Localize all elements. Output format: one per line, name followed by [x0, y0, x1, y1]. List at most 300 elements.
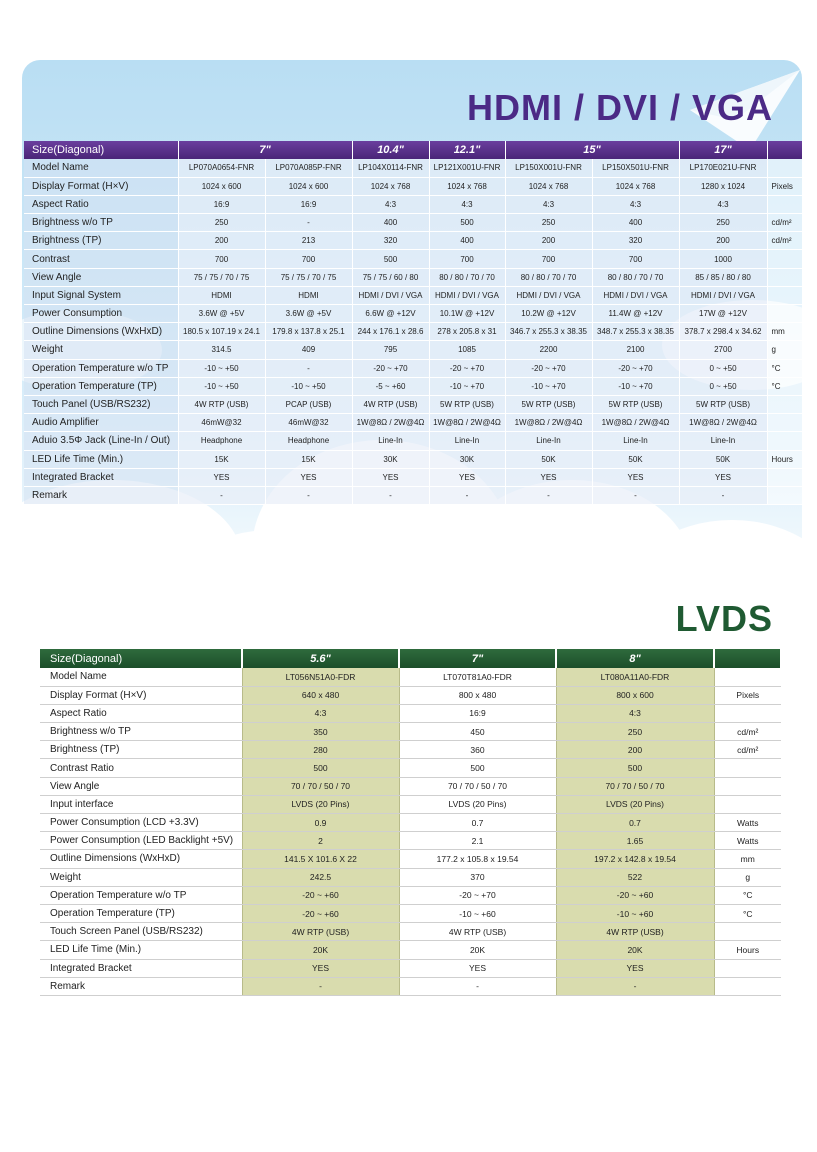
- spec-cell: 370: [399, 868, 556, 886]
- spec-cell: 1024 x 768: [592, 177, 679, 195]
- spec-cell: YES: [265, 468, 352, 486]
- spec-cell: YES: [505, 468, 592, 486]
- spec-cell: 10.2W @ +12V: [505, 305, 592, 323]
- spec-cell: -: [505, 486, 592, 504]
- table-row: [40, 686, 781, 704]
- unit-cell: g: [714, 868, 781, 886]
- spec-cell: -10 ~ +70: [429, 377, 505, 395]
- spec-cell: 5W RTP (USB): [429, 395, 505, 413]
- table-row: [24, 414, 802, 432]
- row-label: Touch Panel (USB/RS232): [24, 395, 178, 413]
- spec-cell: 4:3: [352, 195, 429, 213]
- spec-cell: LT070T81A0-FDR: [399, 668, 556, 686]
- unit-cell: g: [767, 341, 802, 359]
- spec-cell: LP104X0114-FNR: [352, 159, 429, 177]
- spec-cell: HDMI / DVI / VGA: [429, 286, 505, 304]
- row-label: Integrated Bracket: [40, 959, 242, 977]
- row-label: Remark: [24, 486, 178, 504]
- spec-cell: 70 / 70 / 50 / 70: [242, 777, 399, 795]
- spec-cell: YES: [352, 468, 429, 486]
- size-diagonal-header: Size(Diagonal): [24, 141, 178, 159]
- size-header: 7": [399, 649, 556, 668]
- row-label: Weight: [40, 868, 242, 886]
- spec-cell: 46mW@32: [178, 414, 265, 432]
- row-label: Contrast: [24, 250, 178, 268]
- row-label: Outline Dimensions (WxHxD): [40, 850, 242, 868]
- spec-cell: 200: [505, 232, 592, 250]
- unit-cell: cd/m²: [714, 741, 781, 759]
- size-header: 5.6": [242, 649, 399, 668]
- table-row: [40, 759, 781, 777]
- spec-cell: 500: [352, 250, 429, 268]
- spec-cell: Line-In: [505, 432, 592, 450]
- spec-cell: HDMI / DVI / VGA: [592, 286, 679, 304]
- spec-cell: 180.5 x 107.19 x 24.1: [178, 323, 265, 341]
- row-label: Power Consumption: [24, 305, 178, 323]
- row-label: Model Name: [40, 668, 242, 686]
- spec-cell: -10 ~ +50: [265, 377, 352, 395]
- row-label: Audio Amplifier: [24, 414, 178, 432]
- spec-cell: 197.2 x 142.8 x 19.54: [556, 850, 714, 868]
- unit-header: [767, 141, 802, 159]
- spec-cell: 177.2 x 105.8 x 19.54: [399, 850, 556, 868]
- spec-cell: 1W@8Ω / 2W@4Ω: [505, 414, 592, 432]
- row-label: Aspect Ratio: [40, 704, 242, 722]
- unit-cell: Watts: [714, 814, 781, 832]
- spec-cell: 70 / 70 / 50 / 70: [556, 777, 714, 795]
- row-label: Power Consumption (LCD +3.3V): [40, 814, 242, 832]
- unit-cell: cd/m²: [767, 214, 802, 232]
- spec-cell: 800 x 480: [399, 686, 556, 704]
- spec-cell: -20 ~ +70: [505, 359, 592, 377]
- spec-cell: LT056N51A0-FDR: [242, 668, 399, 686]
- size-diagonal-header: Size(Diagonal): [40, 649, 242, 668]
- unit-cell: [767, 486, 802, 504]
- spec-cell: 250: [556, 723, 714, 741]
- spec-cell: 1024 x 768: [352, 177, 429, 195]
- spec-cell: YES: [556, 959, 714, 977]
- spec-cell: 360: [399, 741, 556, 759]
- row-label: Brightness (TP): [24, 232, 178, 250]
- spec-cell: 378.7 x 298.4 x 34.62: [679, 323, 767, 341]
- spec-cell: 1085: [429, 341, 505, 359]
- spec-cell: 4W RTP (USB): [399, 923, 556, 941]
- spec-cell: 4:3: [505, 195, 592, 213]
- spec-cell: -: [242, 977, 399, 995]
- spec-cell: 242.5: [242, 868, 399, 886]
- table-row: [40, 777, 781, 795]
- unit-header: [714, 649, 781, 668]
- lvds-spec-table: [40, 649, 782, 996]
- spec-cell: LP150X001U-FNR: [505, 159, 592, 177]
- unit-cell: [767, 195, 802, 213]
- unit-cell: Pixels: [767, 177, 802, 195]
- unit-cell: [767, 305, 802, 323]
- spec-cell: 20K: [556, 941, 714, 959]
- row-label: Brightness w/o TP: [24, 214, 178, 232]
- spec-cell: 700: [178, 250, 265, 268]
- spec-cell: 314.5: [178, 341, 265, 359]
- spec-cell: HDMI / DVI / VGA: [352, 286, 429, 304]
- spec-cell: LVDS (20 Pins): [556, 795, 714, 813]
- spec-cell: 15K: [178, 450, 265, 468]
- table-row: [40, 977, 781, 995]
- spec-cell: 1W@8Ω / 2W@4Ω: [592, 414, 679, 432]
- unit-cell: mm: [767, 323, 802, 341]
- spec-cell: -: [265, 359, 352, 377]
- row-label: Contrast Ratio: [40, 759, 242, 777]
- table-row: [24, 486, 802, 504]
- spec-cell: 15K: [265, 450, 352, 468]
- table-row: [24, 323, 802, 341]
- unit-cell: [714, 759, 781, 777]
- row-label: Operation Temperature w/o TP: [40, 886, 242, 904]
- spec-cell: HDMI / DVI / VGA: [679, 286, 767, 304]
- table-row: [40, 923, 781, 941]
- spec-cell: HDMI: [265, 286, 352, 304]
- spec-cell: YES: [399, 959, 556, 977]
- spec-cell: 50K: [679, 450, 767, 468]
- spec-cell: 16:9: [399, 704, 556, 722]
- table-row: [40, 959, 781, 977]
- spec-cell: -10 ~ +60: [556, 904, 714, 922]
- spec-cell: -20 ~ +70: [399, 886, 556, 904]
- spec-cell: 80 / 80 / 70 / 70: [429, 268, 505, 286]
- unit-cell: [714, 795, 781, 813]
- spec-cell: -10 ~ +60: [399, 904, 556, 922]
- spec-cell: 10.1W @ +12V: [429, 305, 505, 323]
- unit-cell: [767, 468, 802, 486]
- spec-cell: 16:9: [265, 195, 352, 213]
- spec-cell: Line-In: [352, 432, 429, 450]
- spec-cell: 85 / 85 / 80 / 80: [679, 268, 767, 286]
- spec-cell: 4:3: [592, 195, 679, 213]
- spec-cell: 1024 x 768: [505, 177, 592, 195]
- spec-cell: 500: [242, 759, 399, 777]
- table-row: [40, 741, 781, 759]
- spec-cell: -10 ~ +50: [178, 359, 265, 377]
- spec-cell: -10 ~ +70: [592, 377, 679, 395]
- spec-cell: 2200: [505, 341, 592, 359]
- spec-cell: 450: [399, 723, 556, 741]
- spec-cell: 50K: [592, 450, 679, 468]
- spec-cell: -: [178, 486, 265, 504]
- spec-cell: 522: [556, 868, 714, 886]
- spec-cell: 80 / 80 / 70 / 70: [592, 268, 679, 286]
- row-label: Brightness (TP): [40, 741, 242, 759]
- spec-cell: Headphone: [178, 432, 265, 450]
- unit-cell: cd/m²: [714, 723, 781, 741]
- spec-cell: YES: [242, 959, 399, 977]
- table-row: [40, 941, 781, 959]
- table-row: [24, 432, 802, 450]
- table-row: [24, 468, 802, 486]
- spec-cell: -: [592, 486, 679, 504]
- spec-cell: 4:3: [242, 704, 399, 722]
- spec-cell: 1280 x 1024: [679, 177, 767, 195]
- spec-cell: 700: [265, 250, 352, 268]
- spec-cell: 5W RTP (USB): [505, 395, 592, 413]
- spec-cell: -20 ~ +70: [429, 359, 505, 377]
- spec-cell: 4W RTP (USB): [352, 395, 429, 413]
- spec-cell: 0 ~ +50: [679, 359, 767, 377]
- spec-cell: -: [429, 486, 505, 504]
- table-row: [24, 341, 802, 359]
- row-label: Power Consumption (LED Backlight +5V): [40, 832, 242, 850]
- spec-cell: 20K: [399, 941, 556, 959]
- row-label: Model Name: [24, 159, 178, 177]
- spec-cell: LP170E021U-FNR: [679, 159, 767, 177]
- spec-cell: 11.4W @ +12V: [592, 305, 679, 323]
- spec-cell: LT080A11A0-FDR: [556, 668, 714, 686]
- spec-cell: HDMI: [178, 286, 265, 304]
- table-row: [40, 704, 781, 722]
- spec-cell: 1000: [679, 250, 767, 268]
- spec-cell: YES: [679, 468, 767, 486]
- spec-cell: 250: [505, 214, 592, 232]
- table-row: [40, 668, 781, 686]
- spec-cell: 1024 x 600: [265, 177, 352, 195]
- spec-cell: 400: [592, 214, 679, 232]
- unit-cell: [767, 432, 802, 450]
- hdmi-section-title: HDMI / DVI / VGA: [466, 87, 773, 128]
- spec-cell: 179.8 x 137.8 x 25.1: [265, 323, 352, 341]
- table-row: [24, 395, 802, 413]
- unit-cell: Watts: [714, 832, 781, 850]
- spec-cell: 50K: [505, 450, 592, 468]
- spec-cell: 1024 x 768: [429, 177, 505, 195]
- unit-cell: Pixels: [714, 686, 781, 704]
- unit-cell: [767, 286, 802, 304]
- size-header: 7": [178, 141, 352, 159]
- spec-cell: -10 ~ +70: [505, 377, 592, 395]
- spec-cell: 75 / 75 / 70 / 75: [265, 268, 352, 286]
- spec-cell: 409: [265, 341, 352, 359]
- spec-cell: 4W RTP (USB): [242, 923, 399, 941]
- spec-cell: -20 ~ +70: [352, 359, 429, 377]
- spec-cell: 350: [242, 723, 399, 741]
- spec-cell: 5W RTP (USB): [679, 395, 767, 413]
- spec-cell: 1024 x 600: [178, 177, 265, 195]
- spec-cell: 1.65: [556, 832, 714, 850]
- spec-cell: 75 / 75 / 70 / 75: [178, 268, 265, 286]
- spec-cell: 4W RTP (USB): [556, 923, 714, 941]
- spec-cell: 500: [399, 759, 556, 777]
- unit-cell: [767, 250, 802, 268]
- spec-cell: -: [556, 977, 714, 995]
- hdmi-spec-table: [24, 141, 803, 505]
- table-row: [24, 250, 802, 268]
- spec-cell: 0.9: [242, 814, 399, 832]
- row-label: Input interface: [40, 795, 242, 813]
- spec-cell: 30K: [429, 450, 505, 468]
- unit-cell: [714, 923, 781, 941]
- table-row: [24, 214, 802, 232]
- spec-cell: 2700: [679, 341, 767, 359]
- unit-cell: [767, 395, 802, 413]
- spec-cell: 4:3: [556, 704, 714, 722]
- table-row: [24, 286, 802, 304]
- table-row: [24, 377, 802, 395]
- row-label: Integrated Bracket: [24, 468, 178, 486]
- size-header: 10.4": [352, 141, 429, 159]
- spec-cell: 700: [592, 250, 679, 268]
- spec-cell: LP150X501U-FNR: [592, 159, 679, 177]
- table-row: [24, 159, 802, 177]
- spec-cell: 1W@8Ω / 2W@4Ω: [679, 414, 767, 432]
- spec-cell: Line-In: [429, 432, 505, 450]
- size-header: 15": [505, 141, 679, 159]
- table-row: [40, 850, 781, 868]
- spec-cell: YES: [178, 468, 265, 486]
- spec-cell: -10 ~ +50: [178, 377, 265, 395]
- table-row: [40, 868, 781, 886]
- table-row: [40, 886, 781, 904]
- spec-cell: -: [265, 486, 352, 504]
- row-label: Operation Temperature (TP): [40, 904, 242, 922]
- spec-cell: 250: [178, 214, 265, 232]
- table-row: [24, 177, 802, 195]
- spec-cell: 400: [429, 232, 505, 250]
- spec-cell: 4:3: [679, 195, 767, 213]
- unit-cell: °C: [714, 886, 781, 904]
- unit-cell: [767, 414, 802, 432]
- spec-cell: 0.7: [556, 814, 714, 832]
- spec-cell: -: [265, 214, 352, 232]
- row-label: Aduio 3.5Φ Jack (Line-In / Out): [24, 432, 178, 450]
- unit-cell: °C: [767, 359, 802, 377]
- row-label: LED Life Time (Min.): [40, 941, 242, 959]
- spec-cell: 200: [178, 232, 265, 250]
- unit-cell: cd/m²: [767, 232, 802, 250]
- spec-cell: 5W RTP (USB): [592, 395, 679, 413]
- spec-cell: PCAP (USB): [265, 395, 352, 413]
- table-row: [24, 305, 802, 323]
- spec-cell: 280: [242, 741, 399, 759]
- row-label: View Angle: [24, 268, 178, 286]
- spec-cell: 700: [505, 250, 592, 268]
- spec-cell: 70 / 70 / 50 / 70: [399, 777, 556, 795]
- spec-cell: 244 x 176.1 x 28.6: [352, 323, 429, 341]
- spec-cell: -20 ~ +70: [592, 359, 679, 377]
- spec-cell: 200: [556, 741, 714, 759]
- table-row: [24, 268, 802, 286]
- spec-cell: 1W@8Ω / 2W@4Ω: [352, 414, 429, 432]
- spec-cell: 141.5 X 101.6 X 22: [242, 850, 399, 868]
- spec-cell: Headphone: [265, 432, 352, 450]
- spec-cell: 200: [679, 232, 767, 250]
- row-label: LED Life Time (Min.): [24, 450, 178, 468]
- spec-cell: 500: [429, 214, 505, 232]
- spec-cell: 800 x 600: [556, 686, 714, 704]
- spec-cell: Line-In: [679, 432, 767, 450]
- unit-cell: °C: [767, 377, 802, 395]
- unit-cell: Hours: [767, 450, 802, 468]
- spec-cell: LVDS (20 Pins): [242, 795, 399, 813]
- spec-cell: 1W@8Ω / 2W@4Ω: [429, 414, 505, 432]
- row-label: Remark: [40, 977, 242, 995]
- spec-cell: 700: [429, 250, 505, 268]
- spec-cell: Line-In: [592, 432, 679, 450]
- spec-cell: 0 ~ +50: [679, 377, 767, 395]
- row-label: Operation Temperature (TP): [24, 377, 178, 395]
- spec-cell: HDMI / DVI / VGA: [505, 286, 592, 304]
- spec-cell: 80 / 80 / 70 / 70: [505, 268, 592, 286]
- spec-cell: 213: [265, 232, 352, 250]
- spec-cell: -: [352, 486, 429, 504]
- row-label: Aspect Ratio: [24, 195, 178, 213]
- spec-cell: 46mW@32: [265, 414, 352, 432]
- spec-cell: -20 ~ +60: [242, 904, 399, 922]
- spec-cell: 500: [556, 759, 714, 777]
- spec-cell: 320: [352, 232, 429, 250]
- row-label: Touch Screen Panel (USB/RS232): [40, 923, 242, 941]
- spec-cell: 2100: [592, 341, 679, 359]
- row-label: Brightness w/o TP: [40, 723, 242, 741]
- spec-cell: 0.7: [399, 814, 556, 832]
- spec-cell: LP121X001U-FNR: [429, 159, 505, 177]
- unit-cell: °C: [714, 904, 781, 922]
- spec-cell: 2.1: [399, 832, 556, 850]
- spec-cell: 17W @ +12V: [679, 305, 767, 323]
- table-row: [40, 723, 781, 741]
- spec-cell: 4W RTP (USB): [178, 395, 265, 413]
- spec-cell: 2: [242, 832, 399, 850]
- spec-cell: 795: [352, 341, 429, 359]
- table-row: [24, 359, 802, 377]
- spec-cell: 30K: [352, 450, 429, 468]
- spec-cell: 400: [352, 214, 429, 232]
- table-row: [24, 232, 802, 250]
- row-label: Display Format (H×V): [24, 177, 178, 195]
- unit-cell: [767, 159, 802, 177]
- spec-cell: 348.7 x 255.3 x 38.35: [592, 323, 679, 341]
- spec-cell: LVDS (20 Pins): [399, 795, 556, 813]
- size-header: 17": [679, 141, 767, 159]
- unit-cell: mm: [714, 850, 781, 868]
- unit-cell: [714, 777, 781, 795]
- spec-cell: 16:9: [178, 195, 265, 213]
- spec-cell: 6.6W @ +12V: [352, 305, 429, 323]
- spec-cell: 3.6W @ +5V: [265, 305, 352, 323]
- lvds-section-title: LVDS: [675, 598, 773, 639]
- spec-cell: -: [399, 977, 556, 995]
- row-label: Display Format (H×V): [40, 686, 242, 704]
- size-header: 12.1": [429, 141, 505, 159]
- row-label: Weight: [24, 341, 178, 359]
- unit-cell: [714, 668, 781, 686]
- spec-cell: -20 ~ +60: [556, 886, 714, 904]
- spec-cell: -5 ~ +60: [352, 377, 429, 395]
- spec-cell: -20 ~ +60: [242, 886, 399, 904]
- table-row: [40, 832, 781, 850]
- table-row: [40, 814, 781, 832]
- table-row: [40, 795, 781, 813]
- unit-cell: [714, 977, 781, 995]
- spec-cell: LP070A0654-FNR: [178, 159, 265, 177]
- table-row: [24, 450, 802, 468]
- spec-cell: YES: [592, 468, 679, 486]
- spec-cell: 278 x 205.8 x 31: [429, 323, 505, 341]
- spec-cell: 20K: [242, 941, 399, 959]
- table-row: [24, 195, 802, 213]
- spec-cell: 4:3: [429, 195, 505, 213]
- spec-cell: 320: [592, 232, 679, 250]
- spec-cell: LP070A085P-FNR: [265, 159, 352, 177]
- table-row: [40, 904, 781, 922]
- spec-cell: 346.7 x 255.3 x 38.35: [505, 323, 592, 341]
- row-label: View Angle: [40, 777, 242, 795]
